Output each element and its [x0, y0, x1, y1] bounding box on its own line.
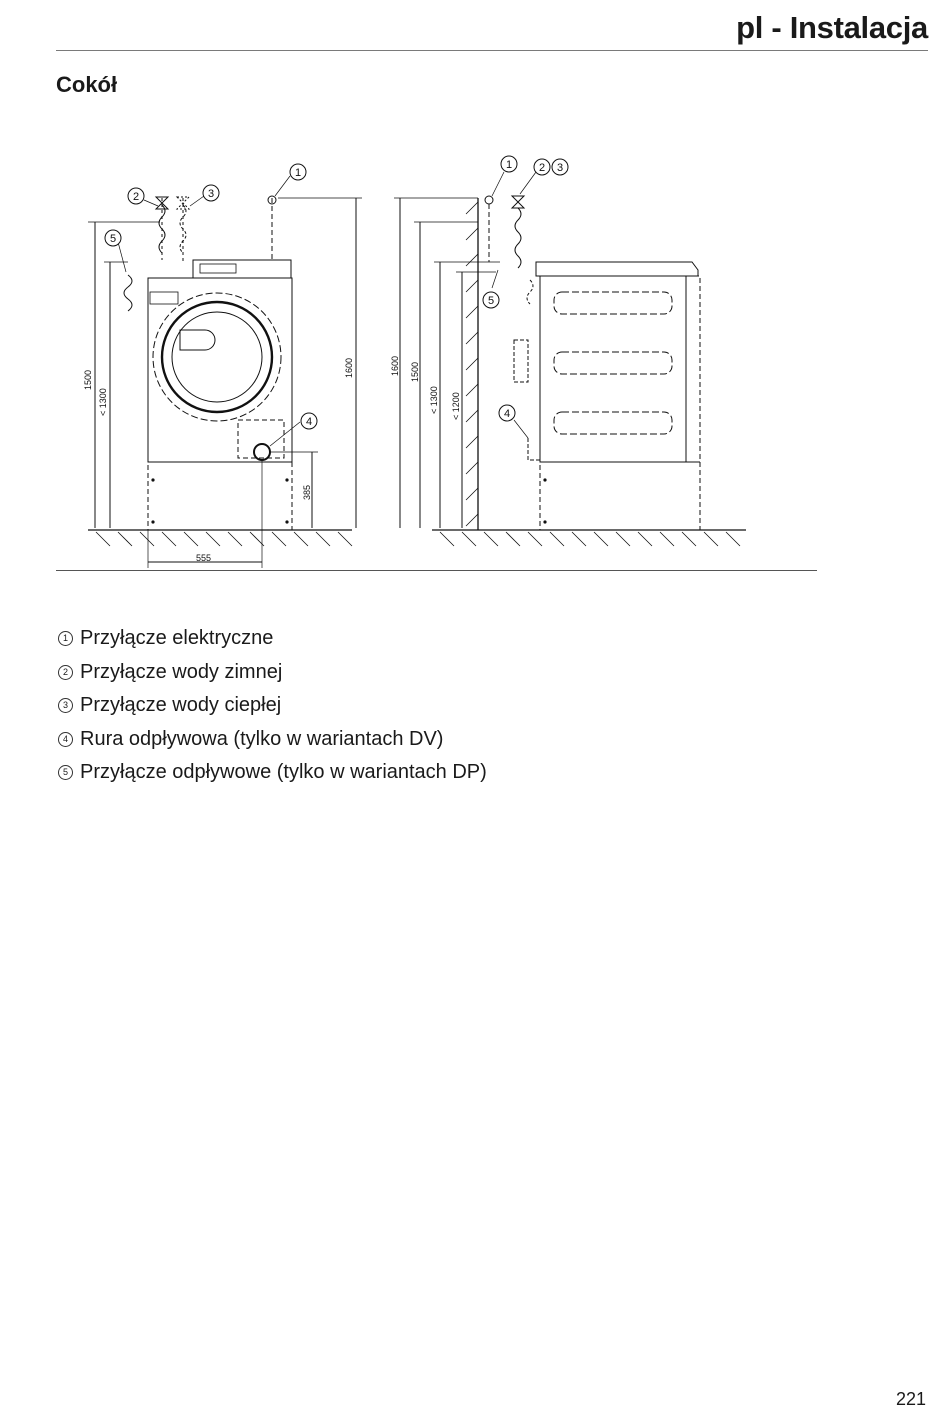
legend-number: 4 — [58, 732, 73, 747]
legend-text: Przyłącze odpływowe (tylko w wariantach DP) — [80, 761, 487, 784]
callout-2-side-label: 2 — [538, 162, 546, 174]
side-back-panel — [686, 276, 700, 462]
front-view — [88, 176, 362, 568]
legend-text: Przyłącze wody zimnej — [80, 660, 283, 683]
legend-item — [58, 756, 487, 790]
front-floor-hatch — [96, 532, 352, 546]
legend-item — [58, 723, 487, 757]
dim-side-1200: < 1200 — [451, 392, 461, 420]
front-door-handle — [180, 330, 215, 350]
dim-side-1300: < 1300 — [429, 386, 439, 414]
dim-front-1600: 1600 — [344, 357, 354, 378]
side-plinth-screws — [543, 478, 546, 523]
legend-item — [58, 622, 487, 656]
side-top-lid — [536, 262, 698, 276]
dim-front-555: 555 — [196, 553, 212, 563]
plinth-screws — [151, 478, 288, 523]
side-wall-hatch — [466, 202, 478, 526]
section-heading: Cokół — [56, 72, 118, 97]
dimension-texts — [83, 356, 461, 563]
side-view — [394, 172, 746, 546]
side-plinth — [540, 462, 700, 530]
callout-4-front-label: 4 — [305, 416, 313, 428]
callout-4-side-label: 4 — [503, 408, 511, 420]
legend-number: 5 — [58, 765, 73, 780]
callout-2-front-label: 2 — [132, 191, 140, 203]
page-number: 221 — [895, 1389, 926, 1409]
dim-front-1500: 1500 — [83, 369, 93, 390]
side-slot-1 — [554, 292, 672, 314]
side-slot-3 — [554, 412, 672, 434]
callout-5-front-label: 5 — [109, 233, 117, 245]
header-title: pl - Instalacja — [736, 10, 928, 45]
legend-text: Rura odpływowa (tylko w wariantach DV) — [80, 727, 444, 750]
legend-item — [58, 689, 487, 723]
front-plinth — [148, 462, 292, 530]
legend-item — [58, 656, 487, 690]
installation-drawing — [0, 120, 950, 570]
legend-text: Przyłącze elektryczne — [80, 627, 274, 650]
front-door-glass — [172, 312, 262, 402]
legend-number: 1 — [58, 631, 73, 646]
side-door-hinge — [514, 340, 528, 382]
callout-3-front-label: 3 — [207, 188, 215, 200]
legend — [58, 622, 487, 790]
header-rule — [56, 50, 928, 51]
diagram-rule — [56, 570, 817, 571]
legend-number: 3 — [58, 698, 73, 713]
front-display — [200, 264, 236, 273]
side-slot-2 — [554, 352, 672, 374]
dim-side-1500: 1500 — [410, 361, 420, 382]
callout-1-front-label: 1 — [294, 167, 302, 179]
front-detergent-box — [150, 292, 178, 304]
side-floor-hatch — [440, 532, 740, 546]
callout-5-side-label: 5 — [487, 295, 495, 307]
legend-text: Przyłącze wody ciepłej — [80, 694, 282, 717]
front-top-panel — [193, 260, 291, 278]
dim-front-385: 385 — [302, 484, 312, 500]
dim-side-1600: 1600 — [390, 355, 400, 376]
side-drain-pipe — [528, 438, 540, 460]
callout-1-side-label: 1 — [505, 159, 513, 171]
callouts — [105, 156, 568, 429]
callout-3-side-label: 3 — [556, 162, 564, 174]
legend-number: 2 — [58, 665, 73, 680]
front-door-ring — [162, 302, 272, 412]
dim-front-1300: < 1300 — [98, 388, 108, 416]
